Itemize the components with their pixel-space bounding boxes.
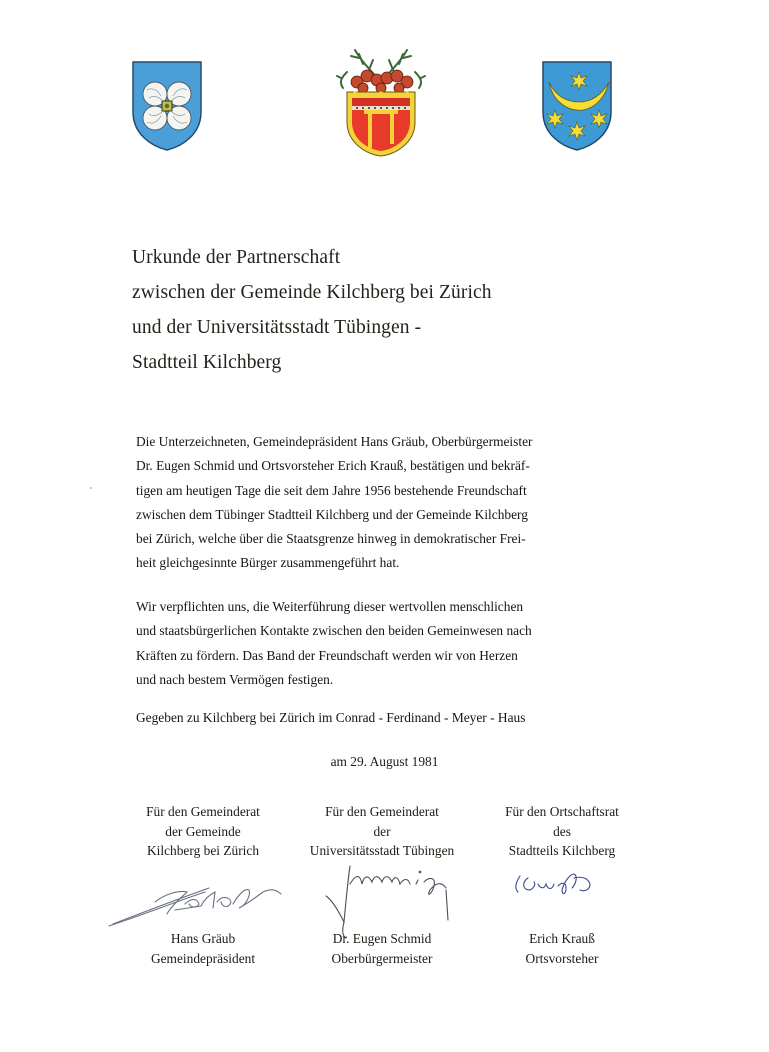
title-line: und der Universitätsstadt Tübingen - — [132, 317, 422, 338]
title-line: zwischen der Gemeinde Kilchberg bei Zürich — [132, 282, 492, 303]
text-line: Kräften zu fördern. Das Band der Freundschaft werden wir von Herzen — [136, 647, 518, 663]
council-line: Für den Ortschaftsrat — [505, 804, 619, 819]
text-line: bei Zürich, welche über die Staatsgrenze hinweg in demokratischer Frei- — [136, 531, 526, 547]
kilchberg-zurich-crest-icon — [131, 60, 203, 152]
signatory-name: Hans Gräub — [170, 931, 236, 946]
council-line: des — [553, 823, 571, 839]
signatory-council-tuebingen — [290, 802, 474, 861]
signatory-role: Ortsvorsteher — [525, 950, 599, 966]
council-line: Kilchberg bei Zürich — [146, 843, 260, 858]
signatory-name: Dr. Eugen Schmid — [332, 931, 432, 946]
signatory-name: Erich Krauß — [529, 931, 595, 946]
title-line: Urkunde der Partnerschaft — [132, 247, 341, 268]
scan-speck — [90, 487, 92, 489]
text-line: Die Unterzeichneten, Gemeindepräsident Hans Gräub, Oberbürgermeister — [136, 434, 533, 449]
text-line: und nach bestem Vermögen festigen. — [136, 671, 334, 687]
text-line: Dr. Eugen Schmid und Ortsvorsteher Erich Krauß, bestätigen und bekräf- — [136, 458, 530, 474]
document-title — [132, 240, 492, 380]
signatory-schmid — [290, 929, 474, 968]
tuebingen-kilchberg-crest-icon — [541, 60, 613, 152]
council-line: der Gemeinde — [165, 823, 241, 839]
tuebingen-crest-icon — [333, 42, 429, 158]
text-line: und staatsbürgerlichen Kontakte zwischen den beiden Gemeinwesen nach — [136, 623, 532, 639]
paragraph-commitment — [136, 595, 616, 692]
signatory-council-kilchberg-zurich — [118, 802, 288, 861]
text-line: heit gleichgesinnte Bürger zusammengeführt hat. — [136, 555, 400, 571]
council-line: Für den Gemeinderat — [146, 804, 260, 819]
council-line: Universitätsstadt Tübingen — [309, 843, 455, 858]
signatory-role: Gemeindepräsident — [150, 950, 256, 966]
signatory-council-stadtteil — [476, 802, 648, 861]
text-line: Wir verpflichten uns, die Weiterführung dieser wertvollen menschlichen — [136, 599, 524, 614]
council-line: der — [373, 823, 391, 839]
signatory-krauss — [476, 929, 648, 968]
text-line: zwischen dem Tübinger Stadtteil Kilchberg und der Gemeinde Kilchberg — [136, 506, 528, 522]
text-line: tigen am heutigen Tage die seit dem Jahre 1956 bestehende Freundschaft — [136, 482, 527, 498]
signature-schmid — [320, 860, 465, 940]
document-date: am 29. August 1981 — [330, 754, 439, 769]
signature-graeub — [105, 880, 285, 930]
given-at-line: Gegeben zu Kilchberg bei Zürich im Conrad - Ferdinand - Meyer - Haus — [136, 710, 526, 725]
council-line: Stadtteils Kilchberg — [508, 843, 616, 858]
signature-krauss — [512, 868, 597, 898]
paragraph-declaration — [136, 430, 616, 576]
signatory-graeub — [118, 929, 288, 968]
signatory-role: Oberbürgermeister — [331, 950, 433, 966]
title-line: Stadtteil Kilchberg — [132, 352, 282, 373]
council-line: Für den Gemeinderat — [325, 804, 439, 819]
